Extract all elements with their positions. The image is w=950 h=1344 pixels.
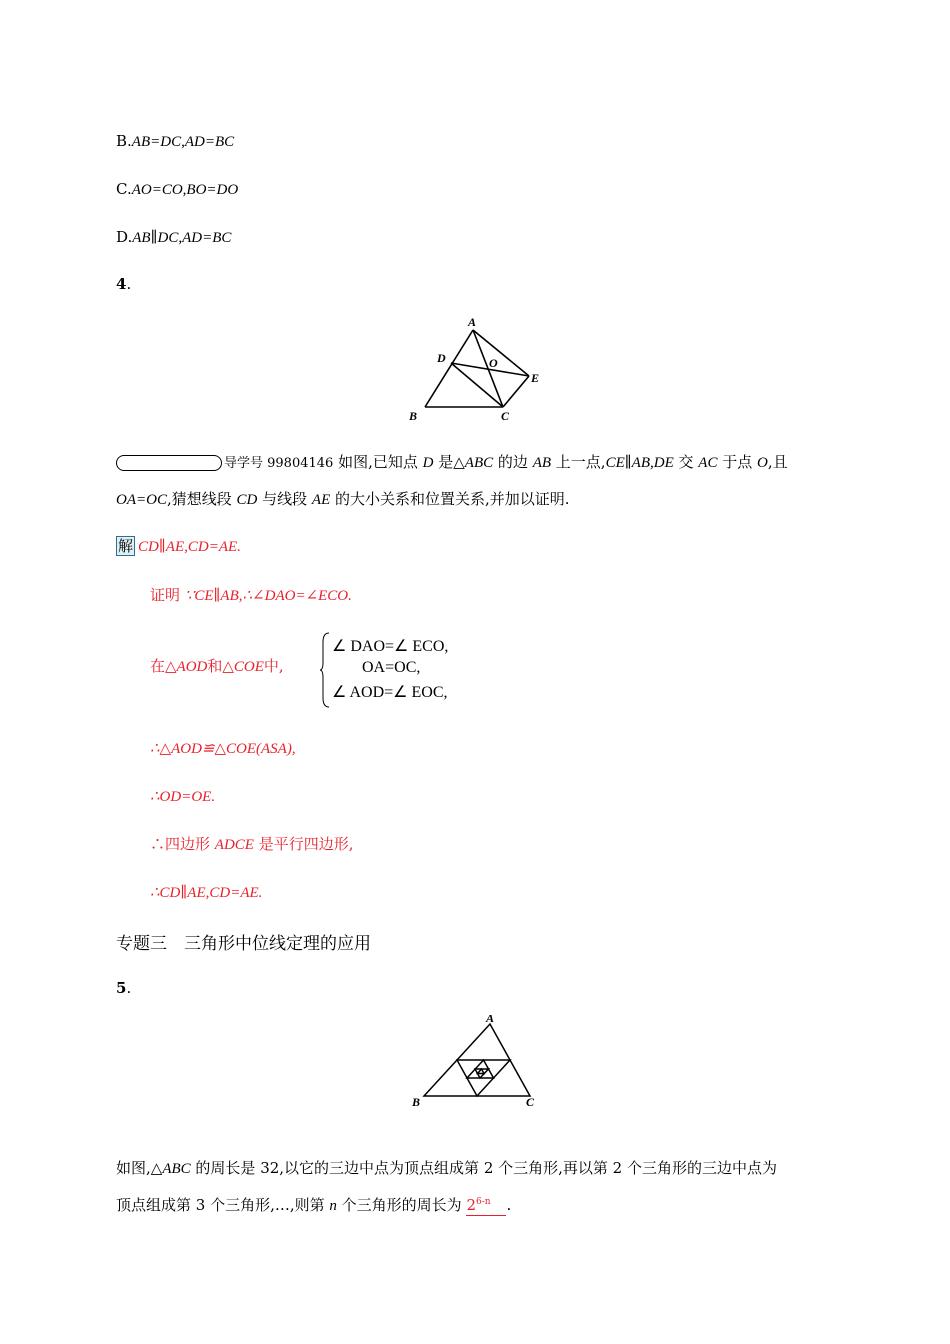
label-b: B — [412, 1095, 421, 1109]
proof-line-3: ∴△AOD≌△COE(ASA), — [150, 741, 296, 757]
system-row-2: OA=OC, — [362, 659, 421, 676]
label-b: B — [409, 409, 418, 423]
label-d: D — [437, 351, 446, 365]
segment-ce — [503, 376, 529, 407]
label-a: A — [486, 1015, 495, 1025]
ref-pill — [116, 455, 222, 471]
label-o: O — [489, 356, 498, 370]
option-d: D.AB∥DC,AD=BC — [116, 228, 232, 246]
question-4-number: 4. — [116, 275, 132, 293]
system-row-3: ∠ AOD=∠ EOC, — [332, 684, 448, 701]
system-row-1: ∠ DAO=∠ ECO, — [332, 638, 449, 655]
answer-blank: 2$^{6-n}$ — [466, 1192, 506, 1216]
question-5-number: 5. — [116, 979, 132, 997]
question-5-text-line-2: 顶点组成第 3 个三角形,…,则第 n 个三角形的周长为 2$^{6-n}$ . — [116, 1192, 511, 1216]
label-c: C — [526, 1095, 535, 1109]
proof-line-4: ∴OD=OE. — [150, 789, 216, 805]
option-c: C.AO=CO,BO=DO — [116, 180, 239, 198]
proof-line-5: ∴四边形 ADCE 是平行四边形, — [150, 835, 354, 853]
question-4-text-line-2: OA=OC,猜想线段 CD 与线段 AE 的大小关系和位置关系,并加以证明. — [116, 490, 570, 508]
section-title: 专题三 三角形中位线定理的应用 — [116, 934, 371, 954]
proof-line-1: 证明 ∵CE∥AB,∴∠DAO=∠ECO. — [150, 586, 352, 604]
ref-number: 导学号 99804146 — [224, 456, 334, 471]
label-a: A — [468, 315, 477, 329]
answer-heading: 解 CD∥AE,CD=AE. — [118, 537, 241, 555]
label-c: C — [501, 409, 510, 423]
question-4-text-line-1: 导学号 99804146 如图,已知点 D 是△ABC 的边 AB 上一点,CE∥AB,DE 交 AC 于点 O,且 — [116, 452, 788, 474]
congruence-system — [320, 632, 490, 710]
figure-nested-triangles — [410, 1015, 545, 1110]
question-5-text-line-1: 如图,△ABC 的周长是 32,以它的三边中点为顶点组成第 2 个三角形,再以第 2 个三角形的三边中点为 — [116, 1159, 777, 1177]
proof-line-6: ∴CD∥AE,CD=AE. — [150, 885, 263, 901]
segment-ab — [425, 330, 473, 407]
proof-line-2: 在△AOD和△COE中, — [150, 657, 284, 675]
option-b: B.AB=DC,AD=BC — [116, 132, 235, 150]
label-e: E — [531, 371, 540, 385]
figure-triangle-abc-quadrilateral — [405, 312, 550, 424]
answer-tag: 解 — [118, 537, 134, 555]
brace-icon — [320, 632, 330, 708]
